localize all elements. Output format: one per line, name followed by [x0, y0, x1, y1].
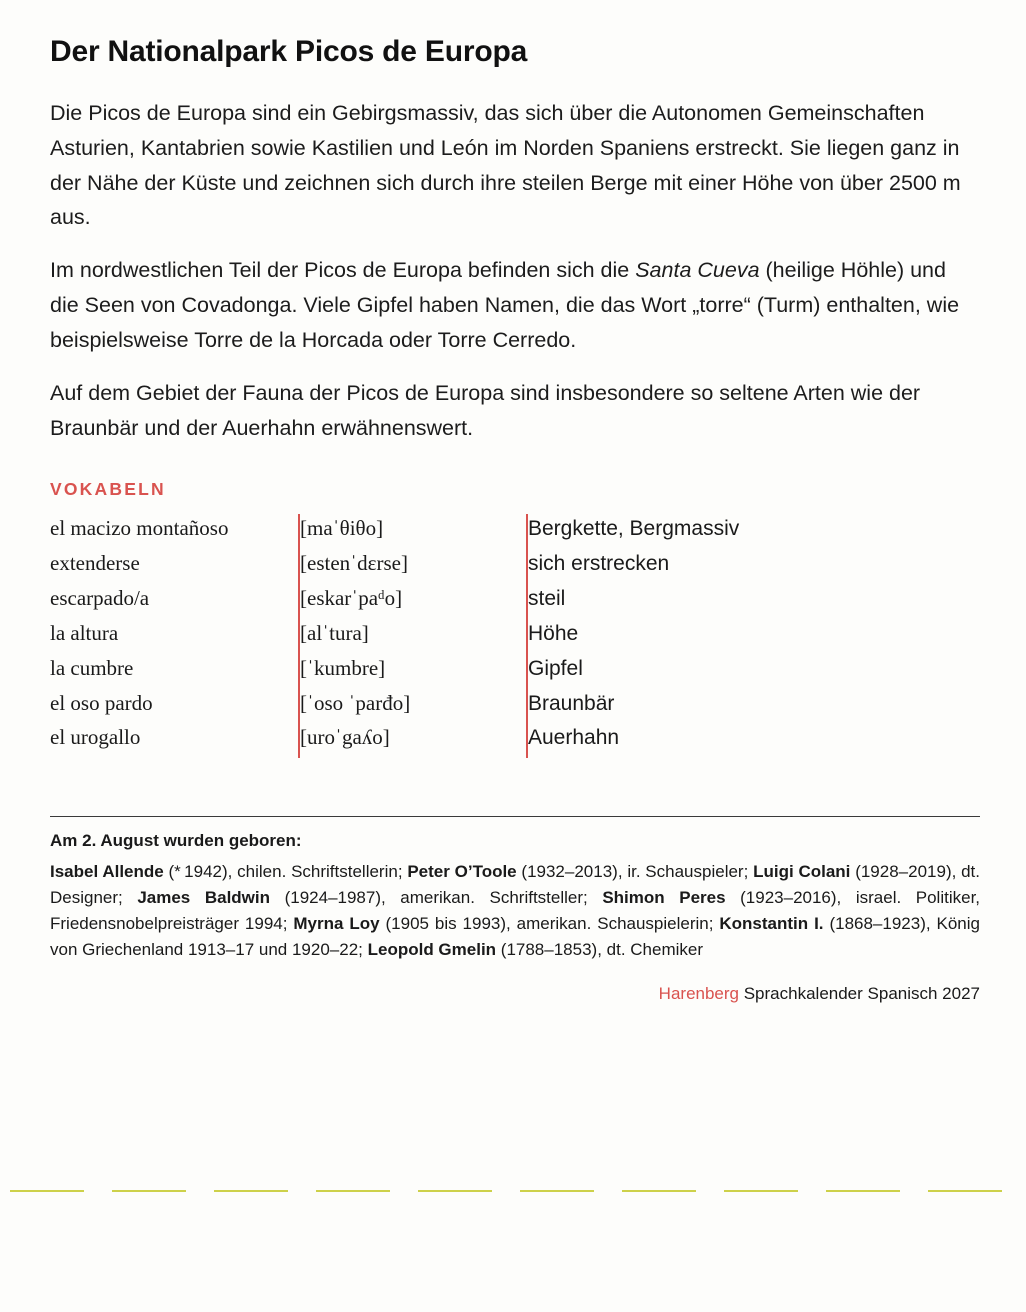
- vocab-german: sich erstrecken: [527, 549, 739, 584]
- vocabulary-row: [50, 723, 739, 758]
- text-run-6: James Baldwin: [137, 887, 271, 907]
- vocab-german: Braunbär: [527, 689, 739, 724]
- vocab-spanish: escarpado/a: [50, 586, 150, 611]
- perforation-line: [0, 1190, 1026, 1192]
- vocab-spanish: el urogallo: [50, 725, 141, 750]
- vocab-german: Gipfel: [527, 654, 739, 689]
- perforation-dash: [520, 1190, 594, 1192]
- text-run-3: (1932–2013), ir. Schauspieler;: [516, 862, 754, 882]
- vocab-ipa: [uroˈgaʎo]: [299, 723, 527, 758]
- vocab-german: Höhe: [527, 619, 739, 654]
- vocabulary-row: [50, 654, 739, 689]
- vocab-german: Bergkette, Bergmassiv: [527, 514, 739, 549]
- text-run-0: Auf dem Gebiet der Fauna der Picos de Europa sind insbesondere so seltene Arten wie der Braunbär und der Auerhahn erwähnenswert.: [50, 380, 921, 440]
- vocab-ipa: [ˈkumbre]: [299, 654, 527, 689]
- vocabulary-row: [50, 549, 739, 584]
- section-divider: [50, 816, 980, 817]
- text-run-11: (1905 bis 1993), amerikan. Schauspielerin;: [379, 913, 720, 933]
- births-list: [50, 859, 980, 962]
- perforation-dash: [418, 1190, 492, 1192]
- vocab-spanish: la altura: [50, 620, 119, 645]
- text-run-8: Shimon Peres: [602, 887, 726, 907]
- vocabulary-row: [50, 689, 739, 724]
- text-run-2: (heilige Höhle) und die Seen von Covadonga. Viele Gipfel haben Namen, die das Wort „torre“ (Turm) enthalten, wie beispielsweise Torre de la Horcada oder Torre Cerredo.: [50, 258, 960, 352]
- text-run-0: Isabel Allende: [50, 862, 164, 882]
- paragraph-1: [50, 96, 980, 235]
- vocab-german: steil: [527, 584, 739, 619]
- text-run-1: (* 1942), chilen. Schriftstellerin;: [163, 862, 408, 882]
- perforation-dash: [826, 1190, 900, 1192]
- page-content: [50, 34, 980, 1004]
- vocab-german: Auerhahn: [527, 723, 739, 758]
- text-run-12: Konstantin I.: [719, 913, 824, 933]
- perforation-dash: [928, 1190, 1002, 1192]
- vocabulary-table: [50, 514, 739, 758]
- text-run-0: Die Picos de Europa sind ein Gebirgsmassiv, das sich über die Autonomen Gemeinschaften Asturien, Kantabrien sowie Kastilien und León im Norden Spaniens erstreckt. Sie liegen ganz in der Nähe der Küste und zeichnen sich durch ihre steilen Berge mit einer Höhe von über 2500 m aus.: [50, 101, 961, 230]
- vocab-ipa: [ˈoso ˈparđo]: [299, 689, 527, 724]
- vocab-spanish: el oso pardo: [50, 690, 153, 715]
- text-run-4: Luigi Colani: [753, 862, 851, 882]
- perforation-dash: [112, 1190, 186, 1192]
- text-run-10: Myrna Loy: [293, 913, 380, 933]
- vocabulary-heading: VOKABELN: [50, 479, 166, 500]
- vocab-spanish: el macizo montañoso: [50, 516, 229, 541]
- paragraph-2: [50, 253, 980, 357]
- vocabulary-row: [50, 514, 739, 549]
- text-run-2: Peter O’Toole: [407, 862, 517, 882]
- vocab-ipa: [estenˈdɛrse]: [299, 549, 527, 584]
- text-run-7: (1924–1987), amerikan. Schriftsteller;: [270, 887, 603, 907]
- perforation-dash: [622, 1190, 696, 1192]
- text-run-9: (1923–2016), israel. Politiker, Friedensnobelpreisträger 1994;: [50, 887, 981, 933]
- perforation-dash: [316, 1190, 390, 1192]
- perforation-dash: [214, 1190, 288, 1192]
- paragraph-3: [50, 376, 980, 446]
- text-run-14: Leopold Gmelin: [367, 939, 497, 959]
- footer: [50, 984, 980, 1004]
- vocab-spanish: extenderse: [50, 551, 140, 576]
- vocab-spanish: la cumbre: [50, 655, 134, 680]
- footer-text: Sprachkalender Spanisch 2027: [739, 984, 980, 1004]
- footer-brand: Harenberg: [658, 984, 739, 1004]
- text-run-0: Im nordwestlichen Teil der Picos de Europa befinden sich die: [50, 258, 636, 283]
- article-body: [50, 96, 980, 445]
- text-run-15: (1788–1853), dt. Chemiker: [496, 939, 704, 959]
- vocabulary-table-body: [50, 514, 739, 758]
- vocab-ipa: [eskarˈpaᵈo]: [299, 584, 527, 619]
- vocabulary-row: [50, 619, 739, 654]
- vocab-ipa: [maˈθiθo]: [299, 514, 527, 549]
- text-run-13: (1868–1923), König von Griechenland 1913–17 und 1920–22;: [50, 913, 980, 959]
- perforation-dash: [724, 1190, 798, 1192]
- text-run-5: (1928–2019), dt. Designer;: [50, 862, 980, 907]
- page-title: Der Nationalpark Picos de Europa: [50, 35, 528, 68]
- vocabulary-row: [50, 584, 739, 619]
- perforation-dash: [10, 1190, 84, 1192]
- vocab-ipa: [alˈtura]: [299, 619, 527, 654]
- text-run-1: Santa Cueva: [635, 258, 760, 283]
- births-heading: Am 2. August wurden geboren:: [50, 831, 302, 851]
